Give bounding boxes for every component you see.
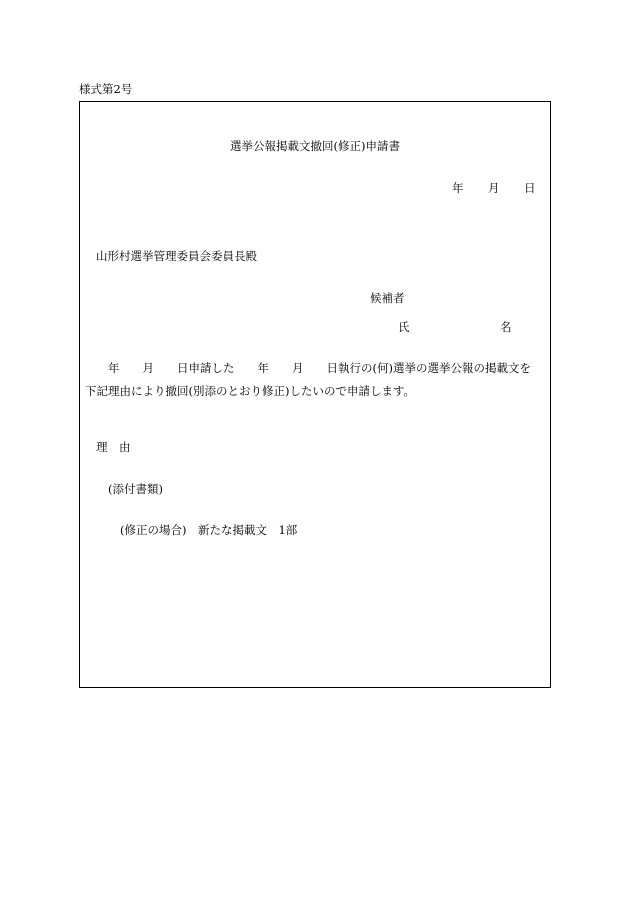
attachment-item: (修正の場合) 新たな掲載文 1部	[120, 523, 298, 537]
request-text-line2: 下記理由により撤回(別添のとおり修正)したいので申請します。	[85, 384, 416, 398]
document-title: 選挙公報掲載文撤回(修正)申請書	[230, 139, 400, 153]
candidate-label: 候補者	[370, 291, 405, 305]
attachments-label: (添付書類)	[108, 482, 163, 496]
form-number: 様式第2号	[79, 82, 133, 96]
date-month-label: 月	[488, 181, 500, 195]
addressee: 山形村選挙管理委員会委員長殿	[96, 249, 257, 263]
candidate-name-label-part1: 氏	[398, 320, 410, 334]
reason-label: 理 由	[96, 440, 131, 454]
request-text-line1: 年 月 日申請した 年 月 日執行の(何)選挙の選挙公報の掲載文を	[108, 361, 531, 375]
date-year-label: 年	[452, 181, 464, 195]
candidate-name-label-part2: 名	[500, 320, 512, 334]
date-day-label: 日	[524, 181, 536, 195]
